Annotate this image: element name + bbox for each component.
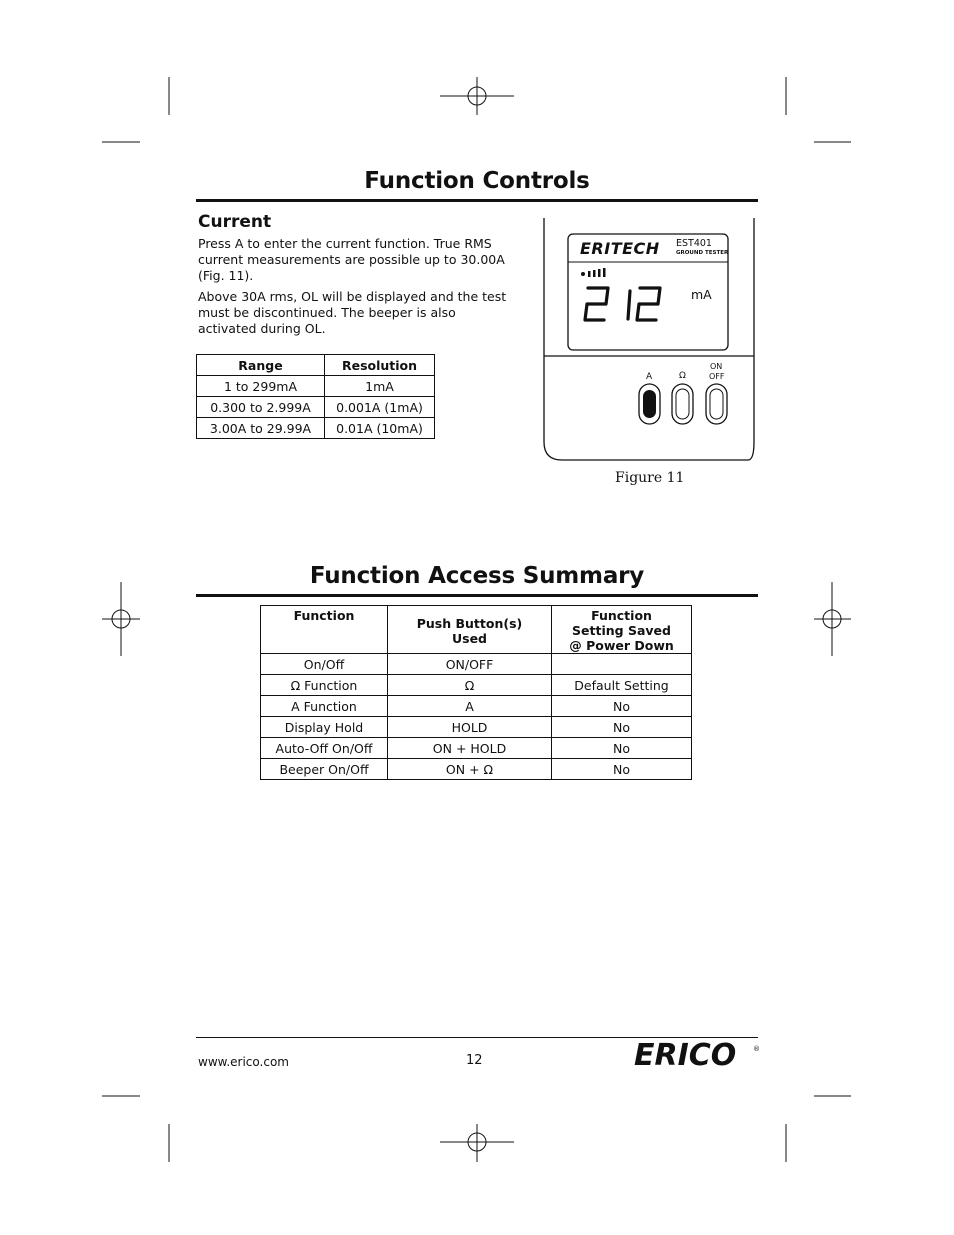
table-row (261, 696, 692, 717)
push-button-cell: Ω (388, 675, 552, 696)
setting-cell: No (552, 717, 692, 738)
table-row (197, 397, 435, 418)
header-range: Range (197, 355, 325, 376)
function-cell: A Function (261, 696, 388, 717)
button-ohm-label: Ω (679, 371, 686, 381)
device-model: EST401 (676, 238, 712, 249)
resolution-cell: 0.001A (1mA) (325, 397, 435, 418)
table-row (261, 654, 692, 675)
range-cell: 1 to 299mA (197, 376, 325, 397)
range-cell: 0.300 to 2.999A (197, 397, 325, 418)
section-rule (196, 594, 758, 597)
setting-cell: No (552, 738, 692, 759)
paragraph-current-ol: Above 30A rms, OL will be displayed and the test must be discontinued. The beeper is also activated during OL. (198, 289, 507, 336)
table-row (261, 675, 692, 696)
table-row (261, 738, 692, 759)
registered-mark-icon: ® (753, 1045, 760, 1053)
button-on-label: ON (710, 362, 723, 371)
figure-caption: Figure 11 (615, 470, 685, 486)
setting-cell: No (552, 696, 692, 717)
page-number: 12 (466, 1053, 483, 1068)
function-cell: Display Hold (261, 717, 388, 738)
table-row (197, 418, 435, 439)
footer-url: www.erico.com (198, 1055, 289, 1069)
header-function: Function (261, 606, 388, 654)
function-cell: On/Off (261, 654, 388, 675)
table-header-row (197, 355, 435, 376)
device-unit: mA (691, 287, 712, 302)
function-cell: Ω Function (261, 675, 388, 696)
range-cell: 3.00A to 29.99A (197, 418, 325, 439)
push-button-cell: HOLD (388, 717, 552, 738)
setting-cell: Default Setting (552, 675, 692, 696)
push-button-cell: A (388, 696, 552, 717)
function-access-summary-table (260, 605, 692, 780)
section-rule (196, 199, 758, 202)
push-button-cell: ON + HOLD (388, 738, 552, 759)
push-button-cell: ON + Ω (388, 759, 552, 780)
range-resolution-table (196, 354, 435, 439)
function-cell: Auto-Off On/Off (261, 738, 388, 759)
section-title-function-access-summary: Function Access Summary (309, 563, 645, 589)
header-resolution: Resolution (325, 355, 435, 376)
table-row (197, 376, 435, 397)
resolution-cell: 0.01A (10mA) (325, 418, 435, 439)
resolution-cell: 1mA (325, 376, 435, 397)
table-row (261, 717, 692, 738)
header-push-buttons: Push Button(s) Used (388, 606, 552, 654)
paragraph-current-intro: Press A to enter the current function. True RMS current measurements are possible up to 30.00A (Fig. 11). (198, 236, 505, 283)
header-function-setting: Function Setting Saved @ Power Down (552, 606, 692, 654)
function-cell: Beeper On/Off (261, 759, 388, 780)
setting-cell: No (552, 759, 692, 780)
device-brand-logo: ERITECH (580, 239, 660, 258)
device-model-sub: GROUND TESTER (676, 250, 729, 256)
table-row (261, 759, 692, 780)
button-off-label: OFF (709, 372, 725, 381)
subsection-title-current: Current (198, 212, 272, 232)
erico-logo: ERICO (634, 1038, 737, 1073)
section-title-function-controls: Function Controls (364, 168, 590, 194)
setting-cell (552, 654, 692, 675)
push-button-cell: ON/OFF (388, 654, 552, 675)
button-a-label: A (646, 372, 653, 382)
table-header-row (261, 606, 692, 654)
